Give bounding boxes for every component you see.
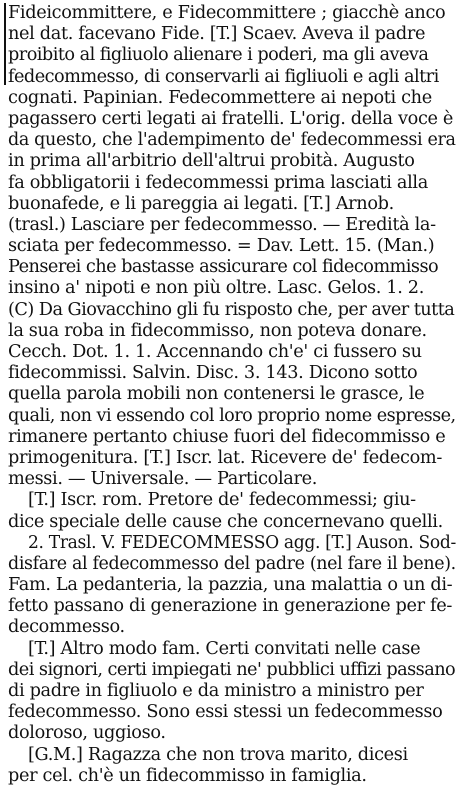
text-line: 2. Trasl. V. FEDECOMMESSO agg. [T.] Auson. Sod- xyxy=(28,531,456,553)
text-line: primogenitura. [T.] Iscr. lat. Ricevere de' fedecom- xyxy=(8,446,442,468)
text-line: Cecch. Dot. 1. 1. Accennando ch'e' ci fussero su xyxy=(8,341,422,363)
text-line: in prima all'arbitrio dell'altrui probità. Augusto xyxy=(8,150,415,172)
text-line: da questo, che l'adempimento de' fedecommessi era xyxy=(8,129,456,151)
text-line: disfare al fedecommesso del padre (nel fare il bene). xyxy=(8,552,456,574)
text-line: fidecommissi. Salvin. Disc. 3. 143. Dicono sotto xyxy=(8,362,418,384)
text-line: sciata per fedecommesso. = Dav. Lett. 15. (Man.) xyxy=(8,235,435,257)
text-line: fa obbligatorii i fedecommessi prima lasciati alla xyxy=(8,171,428,193)
text-line: nel dat. facevano Fide. [T.] Scaev. Aveva il padre xyxy=(8,23,426,45)
text-line: buonafede, e li pareggia ai legati. [T.] Arnob. xyxy=(8,192,394,214)
text-line: Fideicommittere, e Fidecommittere ; giacchè anco xyxy=(8,2,446,23)
text-line: [T.] Altro modo fam. Certi convitati nelle case xyxy=(28,637,421,659)
text-line: la sua roba in fidecommisso, non poteva donare. xyxy=(8,319,427,341)
text-line: insino a' nipoti e non più oltre. Lasc. Gelos. 1. 2. xyxy=(8,277,424,299)
text-line: quella parola mobili non contenersi le grasce, le xyxy=(8,383,425,405)
text-line: Penserei che bastasse assicurare col fidecommisso xyxy=(8,256,439,278)
text-line: messi. — Universale. — Particolare. xyxy=(8,468,318,490)
text-line: fetto passano di generazione in generazione per fe- xyxy=(8,595,453,617)
text-line: di padre in figliuolo e da ministro a ministro per xyxy=(8,680,424,702)
text-line: (C) Da Giovacchino gli fu risposto che, per aver tutta xyxy=(8,298,455,320)
text-line: dei signori, certi impiegati ne' pubblici uffizi passano xyxy=(8,658,456,680)
text-line: fedecommesso, di conservarli ai figliuoli e agli altri xyxy=(8,65,439,87)
text-line: fedecommesso. Sono essi stessi un fedecommesso xyxy=(8,701,443,723)
text-line: doloroso, uggioso. xyxy=(8,722,166,744)
text-line: [G.M.] Ragazza che non trova marito, dicesi xyxy=(28,743,408,765)
text-line: decommesso. xyxy=(8,616,125,638)
text-line: proibito al figliuolo alienare i poderi, ma gli aveva xyxy=(8,44,429,66)
text-line: (trasl.) Lasciare per fedecommesso. — Eredità la- xyxy=(8,213,436,235)
text-line: dice speciale delle cause che concernevano quelli. xyxy=(8,510,443,532)
text-line: cognati. Papinian. Fedecommettere ai nepoti che xyxy=(8,86,432,108)
text-line: rimanere pertanto chiuse fuori del fidecommisso e xyxy=(8,425,446,447)
text-line: quali, non vi essendo col loro proprio nome espresse, xyxy=(8,404,456,426)
text-line: pagassero certi legati ai fratelli. L'orig. della voce è xyxy=(8,107,454,129)
text-line: Fam. La pedanteria, la pazzia, una malattia o un di- xyxy=(8,574,453,596)
text-line: per cel. ch'è un fidecommisso in famiglia. xyxy=(8,764,367,786)
text-line: [T.] Iscr. rom. Pretore de' fedecommessi; giu- xyxy=(28,489,416,511)
